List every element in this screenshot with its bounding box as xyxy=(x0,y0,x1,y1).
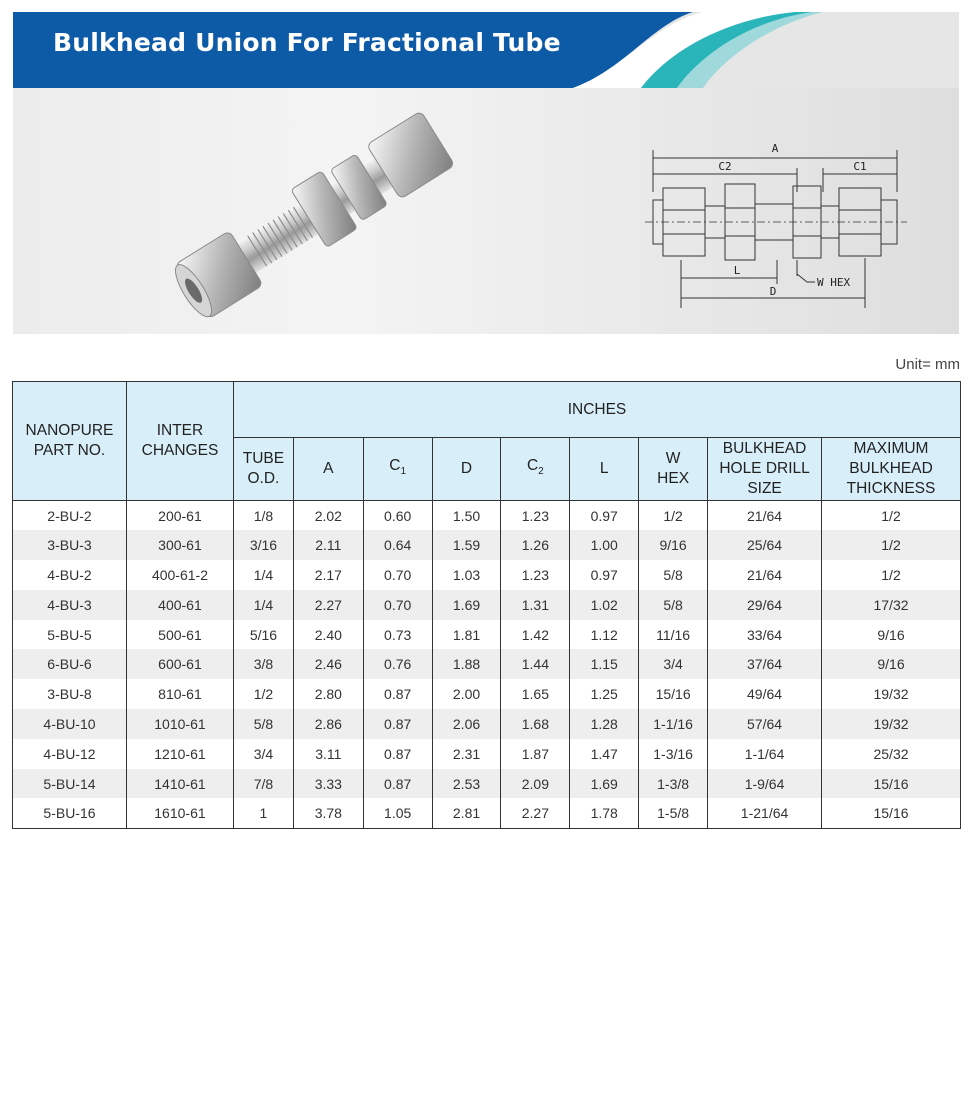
table-cell: 2.27 xyxy=(293,590,363,620)
table-row xyxy=(13,649,961,679)
header-w-hex: W HEX xyxy=(639,438,708,501)
table-cell: 3/16 xyxy=(233,530,293,560)
table-cell: 37/64 xyxy=(708,649,822,679)
table-row xyxy=(13,620,961,650)
table-cell: 1.02 xyxy=(570,590,639,620)
header-d: D xyxy=(432,438,501,501)
table-cell: 1/2 xyxy=(822,560,961,590)
table-cell: 0.87 xyxy=(363,709,432,739)
table-cell: 0.64 xyxy=(363,530,432,560)
table-row xyxy=(13,560,961,590)
table-cell: 1-9/64 xyxy=(708,769,822,799)
table-cell: 7/8 xyxy=(233,769,293,799)
table-cell: 21/64 xyxy=(708,501,822,531)
table-cell: 4-BU-12 xyxy=(13,739,127,769)
table-cell: 1.31 xyxy=(501,590,570,620)
table-cell: 1.23 xyxy=(501,560,570,590)
table-cell: 15/16 xyxy=(639,679,708,709)
header-a: A xyxy=(293,438,363,501)
table-cell: 4-BU-3 xyxy=(13,590,127,620)
table-cell: 2.81 xyxy=(432,798,501,828)
table-cell: 1.68 xyxy=(501,709,570,739)
table-cell: 9/16 xyxy=(822,620,961,650)
table-cell: 1.00 xyxy=(570,530,639,560)
diagram-label-l: L xyxy=(733,264,741,277)
header-c1 xyxy=(363,438,432,501)
table-cell: 1.44 xyxy=(501,649,570,679)
header-c1-text: C xyxy=(389,457,401,474)
unit-note: Unit= mm xyxy=(895,356,960,373)
table-row xyxy=(13,590,961,620)
table-cell: 15/16 xyxy=(822,769,961,799)
table-cell: 5-BU-14 xyxy=(13,769,127,799)
table-cell: 1/4 xyxy=(233,560,293,590)
table-cell: 1210-61 xyxy=(126,739,233,769)
table-cell: 1/8 xyxy=(233,501,293,531)
table-row xyxy=(13,769,961,799)
table-cell: 1.59 xyxy=(432,530,501,560)
table-cell: 1010-61 xyxy=(126,709,233,739)
diagram-label-d: D xyxy=(769,285,777,298)
table-cell: 0.76 xyxy=(363,649,432,679)
table-cell: 400-61-2 xyxy=(126,560,233,590)
table-cell: 1610-61 xyxy=(126,798,233,828)
table-cell: 400-61 xyxy=(126,590,233,620)
header-l: L xyxy=(570,438,639,501)
table-cell: 1.65 xyxy=(501,679,570,709)
diagram-label-a: A xyxy=(771,142,779,155)
table-cell: 25/32 xyxy=(822,739,961,769)
product-banner xyxy=(13,12,959,334)
table-cell: 3.33 xyxy=(293,769,363,799)
table-cell: 0.97 xyxy=(570,560,639,590)
table-cell: 1.05 xyxy=(363,798,432,828)
table-cell: 1/2 xyxy=(639,501,708,531)
table-body xyxy=(13,501,961,829)
table-cell: 17/32 xyxy=(822,590,961,620)
table-cell: 2.27 xyxy=(501,798,570,828)
table-cell: 29/64 xyxy=(708,590,822,620)
header-tube-od: TUBE O.D. xyxy=(233,438,293,501)
table-cell: 0.60 xyxy=(363,501,432,531)
table-cell: 25/64 xyxy=(708,530,822,560)
table-cell: 19/32 xyxy=(822,679,961,709)
table-cell: 2.46 xyxy=(293,649,363,679)
dimension-diagram xyxy=(645,128,909,308)
table-cell: 49/64 xyxy=(708,679,822,709)
header-interchanges: INTER CHANGES xyxy=(126,382,233,501)
product-photo xyxy=(151,98,481,328)
table-cell: 0.70 xyxy=(363,560,432,590)
table-cell: 1.26 xyxy=(501,530,570,560)
table-cell: 1410-61 xyxy=(126,769,233,799)
header-max-thickness: MAXIMUM BULKHEAD THICKNESS xyxy=(822,438,961,501)
table-cell: 5/8 xyxy=(233,709,293,739)
table-cell: 0.70 xyxy=(363,590,432,620)
header-c2-sub: 2 xyxy=(538,466,544,477)
table-cell: 57/64 xyxy=(708,709,822,739)
page-title: Bulkhead Union For Fractional Tube xyxy=(53,28,561,57)
table-cell: 1/2 xyxy=(822,530,961,560)
table-cell: 2.31 xyxy=(432,739,501,769)
table-cell: 2.06 xyxy=(432,709,501,739)
table-cell: 1.69 xyxy=(570,769,639,799)
diagram-label-c2: C2 xyxy=(718,160,732,173)
table-cell: 1.47 xyxy=(570,739,639,769)
table-cell: 1.28 xyxy=(570,709,639,739)
table-cell: 3-BU-3 xyxy=(13,530,127,560)
table-cell: 2.53 xyxy=(432,769,501,799)
table-cell: 600-61 xyxy=(126,649,233,679)
table-cell: 1-3/16 xyxy=(639,739,708,769)
table-cell: 1.03 xyxy=(432,560,501,590)
table-cell: 2.09 xyxy=(501,769,570,799)
table-cell: 1.69 xyxy=(432,590,501,620)
table-cell: 5-BU-16 xyxy=(13,798,127,828)
table-cell: 1.88 xyxy=(432,649,501,679)
table-cell: 5-BU-5 xyxy=(13,620,127,650)
table-cell: 5/8 xyxy=(639,590,708,620)
table-cell: 1.42 xyxy=(501,620,570,650)
table-cell: 1.15 xyxy=(570,649,639,679)
table-cell: 2.11 xyxy=(293,530,363,560)
table-cell: 1.78 xyxy=(570,798,639,828)
table-cell: 1.81 xyxy=(432,620,501,650)
table-row xyxy=(13,798,961,828)
table-cell: 1.23 xyxy=(501,501,570,531)
table-cell: 2-BU-2 xyxy=(13,501,127,531)
table-cell: 6-BU-6 xyxy=(13,649,127,679)
table-cell: 9/16 xyxy=(639,530,708,560)
table-cell: 4-BU-2 xyxy=(13,560,127,590)
table-cell: 2.86 xyxy=(293,709,363,739)
table-row xyxy=(13,530,961,560)
table-cell: 1 xyxy=(233,798,293,828)
table-cell: 3.78 xyxy=(293,798,363,828)
diagram-label-w-hex: W HEX xyxy=(817,276,851,289)
table-cell: 2.80 xyxy=(293,679,363,709)
table-cell: 0.97 xyxy=(570,501,639,531)
table-row xyxy=(13,501,961,531)
table-row xyxy=(13,709,961,739)
table-cell: 2.17 xyxy=(293,560,363,590)
table-cell: 3/4 xyxy=(639,649,708,679)
spec-table xyxy=(12,381,961,829)
table-cell: 33/64 xyxy=(708,620,822,650)
table-cell: 0.87 xyxy=(363,769,432,799)
header-c2-text: C xyxy=(526,457,539,474)
table-cell: 1.87 xyxy=(501,739,570,769)
table-cell: 3.11 xyxy=(293,739,363,769)
table-cell: 1-5/8 xyxy=(639,798,708,828)
table-cell: 2.00 xyxy=(432,679,501,709)
diagram-label-c1: C1 xyxy=(853,160,867,173)
table-cell: 1.25 xyxy=(570,679,639,709)
table-cell: 4-BU-10 xyxy=(13,709,127,739)
table-cell: 3-BU-8 xyxy=(13,679,127,709)
table-cell: 3/4 xyxy=(233,739,293,769)
table-cell: 1/2 xyxy=(233,679,293,709)
photo-area xyxy=(13,88,959,334)
table-cell: 1-3/8 xyxy=(639,769,708,799)
table-cell: 1-1/64 xyxy=(708,739,822,769)
table-row xyxy=(13,679,961,709)
table-cell: 5/8 xyxy=(639,560,708,590)
table-cell: 2.40 xyxy=(293,620,363,650)
table-cell: 1-1/16 xyxy=(639,709,708,739)
header-c1-sub: 1 xyxy=(400,466,407,477)
table-cell: 15/16 xyxy=(822,798,961,828)
table-cell: 3/8 xyxy=(233,649,293,679)
table-cell: 9/16 xyxy=(822,649,961,679)
table-row xyxy=(13,739,961,769)
table-cell: 21/64 xyxy=(708,560,822,590)
table-cell: 1/4 xyxy=(233,590,293,620)
table-cell: 1-21/64 xyxy=(708,798,822,828)
header-c2 xyxy=(501,438,570,501)
table-cell: 0.73 xyxy=(363,620,432,650)
table-cell: 810-61 xyxy=(126,679,233,709)
header-bulkhead-hole: BULKHEAD HOLE DRILL SIZE xyxy=(708,438,822,501)
table-cell: 1.50 xyxy=(432,501,501,531)
table-cell: 1/2 xyxy=(822,501,961,531)
table-cell: 300-61 xyxy=(126,530,233,560)
table-cell: 500-61 xyxy=(126,620,233,650)
table-cell: 5/16 xyxy=(233,620,293,650)
header-inches: INCHES xyxy=(233,382,960,438)
table-cell: 2.02 xyxy=(293,501,363,531)
table-cell: 1.12 xyxy=(570,620,639,650)
table-cell: 0.87 xyxy=(363,739,432,769)
table-cell: 11/16 xyxy=(639,620,708,650)
header-part-no: NANOPURE PART NO. xyxy=(13,382,127,501)
table-cell: 0.87 xyxy=(363,679,432,709)
table-cell: 200-61 xyxy=(126,501,233,531)
table-cell: 19/32 xyxy=(822,709,961,739)
